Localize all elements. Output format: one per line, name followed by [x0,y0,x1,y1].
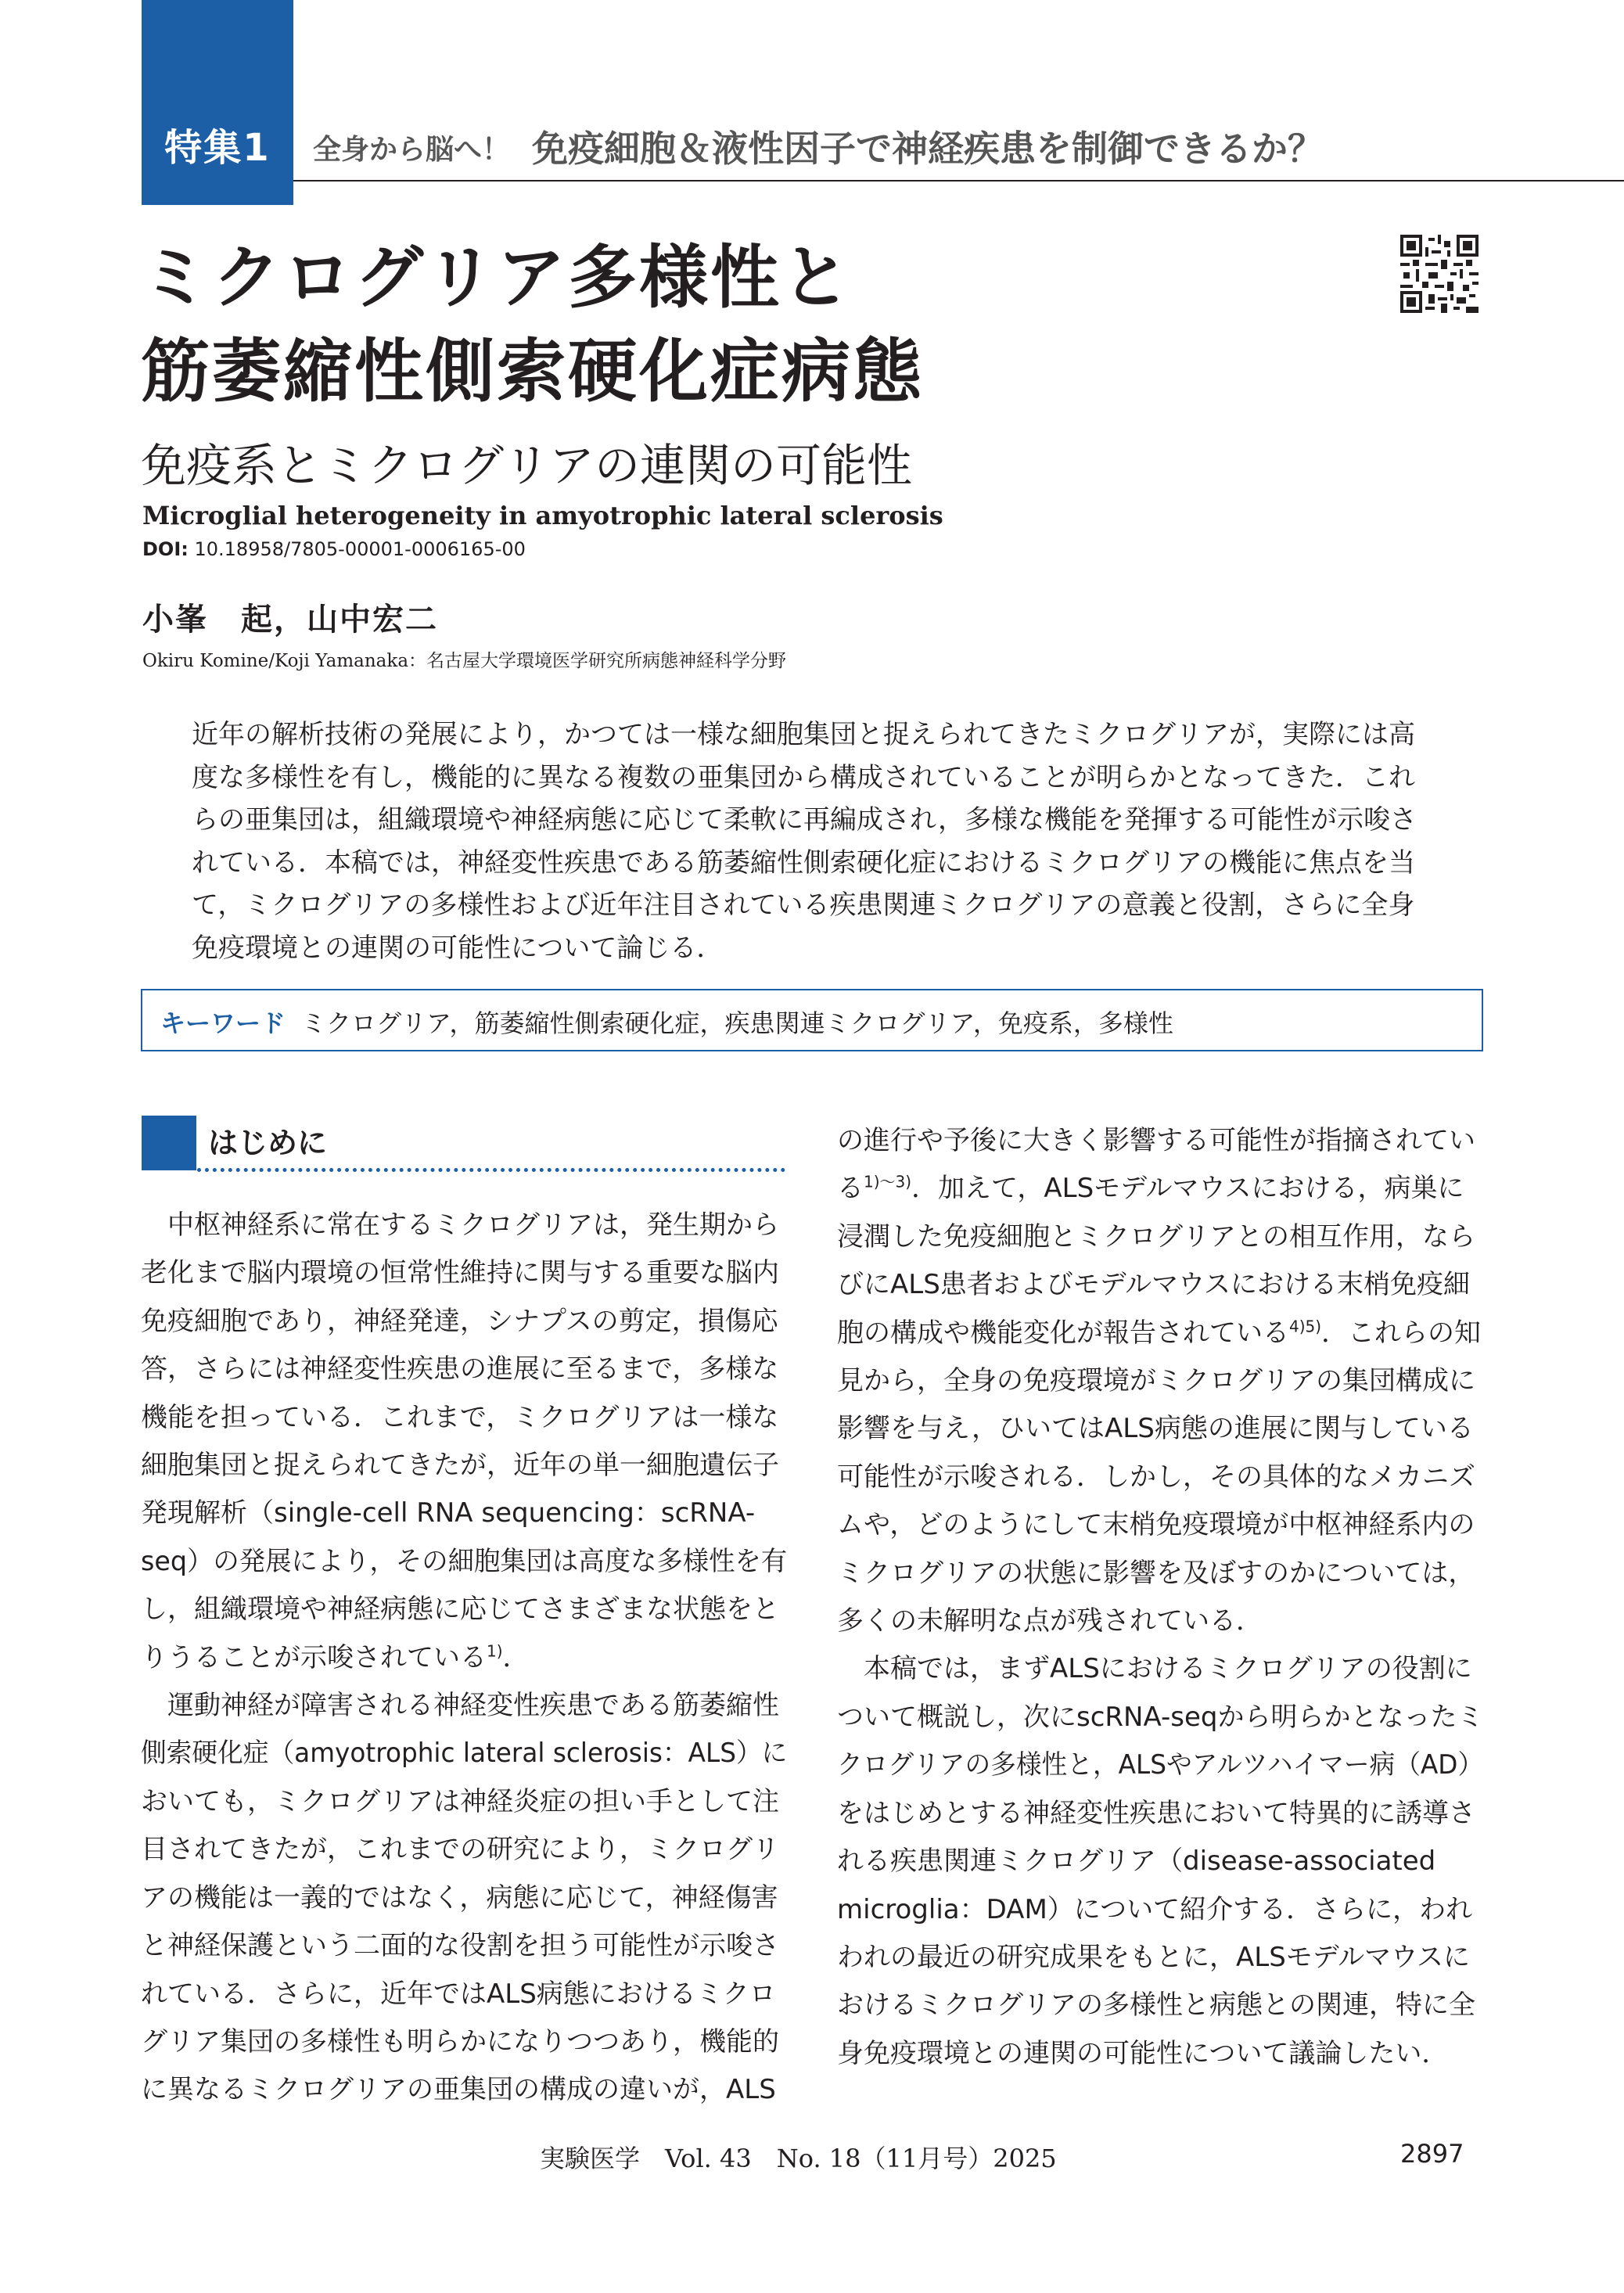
body-column-left [141,1202,787,2115]
body-line: 見から，全身の免疫環境がミクログリアの集団構成に [837,1365,1475,1397]
english-title: Microglial heterogeneity in amyotrophic lateral sclerosis [142,501,943,530]
body-line: seq）の発展により，その細胞集団は高度な多様性を有 [141,1545,788,1577]
body-line: に異なるミクログリアの亜集団の構成の違いが，ALS [141,2074,776,2106]
doi-value[interactable]: 10.18958/7805-00001-0006165-00 [188,538,526,560]
abstract [192,713,1439,969]
doi-label: DOI: [142,538,189,560]
article-title-line-2: 筋萎縮性側索硬化症病態 [141,331,925,412]
body-line: 免疫細胞であり，神経発達，シナプスの剪定，損傷応 [141,1305,778,1337]
affiliation [142,646,786,672]
body-line: 浸潤した免疫細胞とミクログリアとの相互作用，なら [837,1220,1475,1253]
reference-marker[interactable]: 1) [487,1641,503,1661]
section-title: はじめに [208,1126,328,1160]
affiliation-institution: 名古屋大学環境医学研究所病態神経科学分野 [426,651,787,671]
body-text: ．加えて，ALSモデルマウスにおける，病巣に [911,1173,1464,1205]
page-number: 2897 [1400,2139,1464,2169]
body-text: 胞の構成や機能変化が報告されている [837,1317,1289,1349]
body-line: 機能を担っている．これまで，ミクログリアは一様な [141,1401,779,1433]
body-text: ．これらの知 [1321,1317,1482,1349]
series-title: 免疫細胞＆液性因子で神経疾患を制御できるか？ [532,128,1324,170]
qr-code-icon[interactable] [1400,235,1478,313]
body-line: 身免疫環境との連関の可能性について議論したい． [837,2037,1449,2069]
affiliation-names: Okiru Komine/Koji Yamanaka： [142,651,427,671]
body-line: 側索硬化症（amyotrophic lateral sclerosis：ALS）に [141,1738,788,1770]
body-line: れている．さらに，近年ではALS病態におけるミクロ [141,1978,776,2010]
body-line: 多くの未解明な点が残されている． [837,1605,1263,1637]
abstract-line: らの亜集団は，組織環境や神経病態に応じて柔軟に再編成され，多様な機能を発揮する可能性が示唆さ [192,804,1417,836]
body-line: の進行や予後に大きく影響する可能性が指摘されてい [837,1125,1475,1156]
body-line: グリア集団の多様性も明らかになりつつあり，機能的 [141,2025,779,2058]
body-line: 目されてきたが，これまでの研究により，ミクログリ [141,1834,779,1866]
body-line: ミクログリアの状態に影響を及ぼすのかについては， [837,1557,1475,1589]
body-line: 中枢神経系に常在するミクログリアは，発生期から [141,1209,779,1241]
body-line: と神経保護という二面的な役割を担う可能性が示唆さ [141,1930,779,1962]
body-text: りうることが示唆されている [141,1641,487,1673]
body-line [837,1165,1483,1213]
body-line: 本稿では，まずALSにおけるミクログリアの役割に [837,1653,1472,1685]
body-line: おいても，ミクログリアは神経炎症の担い手として注 [141,1785,779,1817]
body-line: 老化まで脳内環境の恒常性維持に関与する重要な脳内 [141,1257,779,1289]
body-line: 運動神経が障害される神経変性疾患である筋萎縮性 [141,1690,779,1722]
body-line: をはじめとする神経変性疾患において特異的に誘導さ [837,1797,1475,1829]
body-column-right [837,1117,1483,2078]
body-line: われの最近の研究成果をもとに，ALSモデルマウスに [837,1941,1471,1973]
body-line: microglia：DAM）について紹介する．さらに，われ [837,1893,1473,1925]
body-line: ムや，どのようにして末梢免疫環境が中枢神経系内の [837,1509,1475,1541]
body-line: びにALS患者およびモデルマウスにおける末梢免疫細 [837,1269,1471,1301]
section-marker [142,1116,196,1170]
body-text: る [837,1173,864,1205]
abstract-line: 近年の解析技術の発展により，かつては一様な細胞集団と捉えられてきたミクログリアが，実際には高 [192,719,1415,750]
article-subtitle: 免疫系とミクログリアの連関の可能性 [141,439,913,492]
body-line [837,1310,1483,1357]
body-line: し，組織環境や神経病態に応じてさまざまな状態をと [141,1594,779,1626]
abstract-line: 度な多様性を有し，機能的に異なる複数の亜集団から構成されていることが明らかとなってきた．これ [192,761,1415,793]
abstract-line: れている．本稿では，神経変性疾患である筋萎縮性側索硬化症におけるミクログリアの機能に焦点を当 [192,846,1415,879]
feature-tag-box [142,0,293,205]
body-line: クログリアの多様性と，ALSやアルツハイマー病（AD） [837,1749,1484,1781]
body-line: ついて概説し，次にscRNA-seqから明らかとなったミ [837,1701,1484,1733]
footer-journal: 実験医学 Vol. 43 No. 18（11月号）2025 [540,2144,1057,2173]
body-line: 答，さらには神経変性疾患の進展に至るまで，多様な [141,1353,779,1386]
keywords-label: キーワード [160,1008,286,1038]
reference-marker[interactable]: 4)5) [1289,1317,1322,1336]
abstract-line: て，ミクログリアの多様性および近年注目されている疾患関連ミクログリアの意義と役割，さらに全身 [192,890,1415,921]
body-line: れる疾患関連ミクログリア（disease-associated [837,1846,1436,1878]
body-line: 影響を与え，ひいてはALS病態の進展に関与している [837,1413,1474,1445]
body-line: アの機能は一義的ではなく，病態に応じて，神経傷害 [141,1881,778,1914]
abstract-line: 免疫環境との連関の可能性について論じる． [192,932,724,964]
body-line [141,1634,787,1682]
keywords-text: ミクログリア，筋萎縮性側索硬化症，疾患関連ミクログリア，免疫系，多様性 [301,1008,1173,1038]
reference-marker[interactable]: 1)～3) [864,1173,912,1192]
body-text: ． [502,1641,530,1673]
body-line: おけるミクログリアの多様性と病態との関連，特に全 [837,1989,1475,2022]
header-rule [293,180,1624,181]
section-dotted-rule [197,1168,785,1172]
authors: 小峯 起，山中宏二 [142,602,438,638]
article-title-line-1: ミクログリア多様性と [141,237,853,318]
body-line: 細胞集団と捉えられてきたが，近年の単一細胞遺伝子 [141,1450,779,1482]
doi [142,538,526,560]
feature-tag: 特集1 [164,126,271,170]
series-lead: 全身から脳へ！ [313,134,511,166]
body-line: 発現解析（single-cell RNA sequencing：scRNA- [141,1497,756,1529]
body-line: 可能性が示唆される．しかし，その具体的なメカニズ [837,1461,1475,1493]
